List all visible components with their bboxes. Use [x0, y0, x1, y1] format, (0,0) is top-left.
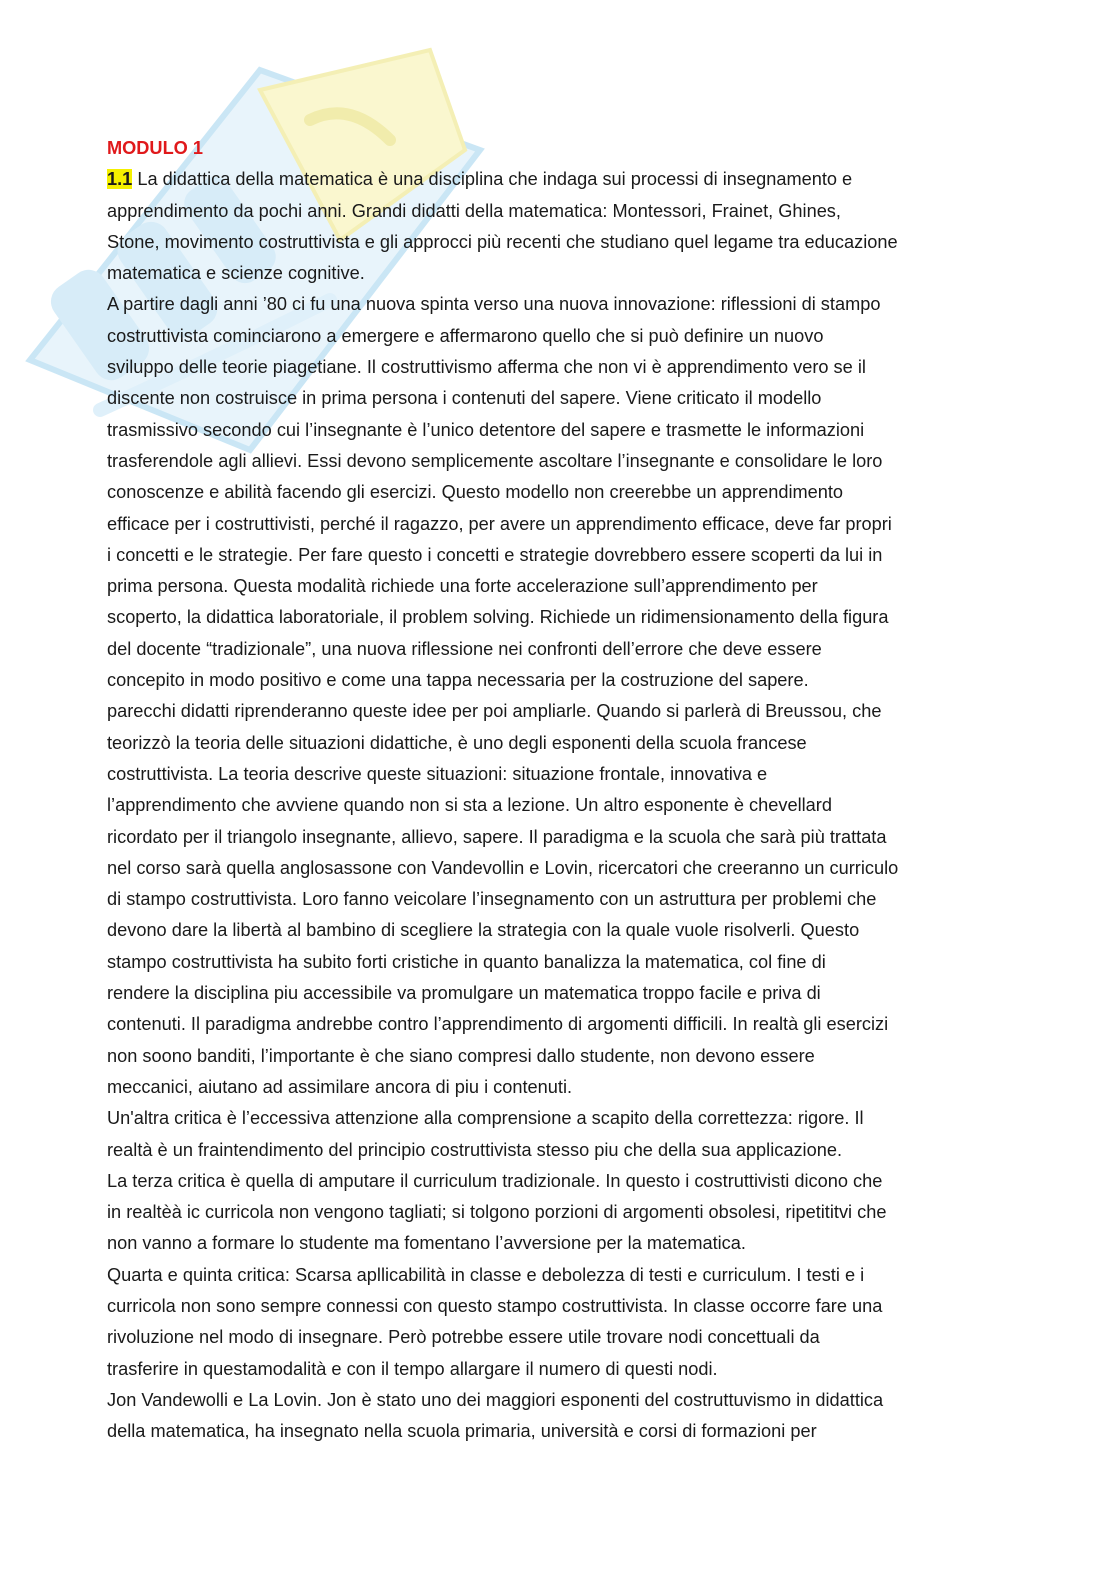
text-line: trasferendole agli allievi. Essi devono semplicemente ascoltare l’insegnante e consolidare le loro: [107, 450, 883, 471]
text-line: non soono banditi, l’importante è che siano compresi dallo studente, non devono essere: [107, 1045, 815, 1066]
text-line: teorizzò la teoria delle situazioni didattiche, è uno degli esponenti della scuola francese: [107, 732, 807, 753]
text-line: devono dare la libertà al bambino di scegliere la strategia con la quale vuole risolverli. Questo: [107, 920, 860, 941]
text-line: di stampo costruttivista. Loro fanno veicolare l’insegnamento con un astruttura per problemi che: [107, 889, 877, 910]
text-line: sviluppo delle teorie piagetiane. Il costruttivismo afferma che non vi è apprendimento vero se il: [107, 357, 866, 378]
text-line: La terza critica è quella di amputare il curriculum tradizionale. In questo i costruttivisti dicono che: [107, 1170, 883, 1191]
text-line: rivoluzione nel modo di insegnare. Però potrebbe essere utile trovare nodi concettuali da: [107, 1327, 820, 1348]
text-line: [107, 164, 1017, 195]
text-line: trasferire in questamodalità e con il tempo allargare il numero di questi nodi.: [107, 1358, 718, 1379]
text-line: matematica e scienze cognitive.: [107, 263, 365, 284]
text-line: apprendimento da pochi anni. Grandi didatti della matematica: Montessori, Frainet, Ghines,: [107, 200, 841, 221]
text-line: parecchi didatti riprenderanno queste idee per poi ampliarle. Quando si parlerà di Breussou, che: [107, 701, 882, 722]
text-line: Un'altra critica è l’eccessiva attenzione alla comprensione a scapito della correttezza: rigore. Il: [107, 1108, 864, 1129]
text-line: scoperto, la didattica laboratoriale, il problem solving. Richiede un ridimensionamento della figura: [107, 607, 889, 628]
text-line: contenuti. Il paradigma andrebbe contro l’apprendimento di argomenti difficili. In realtà gli esercizi: [107, 1014, 889, 1035]
section-number-highlight: 1.1: [107, 169, 133, 190]
text-line: costruttivista. La teoria descrive queste situazioni: situazione frontale, innovativa e: [107, 763, 768, 784]
text-line: conoscenze e abilità facendo gli esercizi. Questo modello non creerebbe un apprendimento: [107, 482, 844, 503]
text-line: A partire dagli anni ’80 ci fu una nuova spinta verso una nuova innovazione: riflessioni di stampo: [107, 294, 881, 315]
text-line: rendere la disciplina piu accessibile va promulgare un matematica troppo facile e priva di: [107, 983, 821, 1004]
text-line: meccanici, aiutano ad assimilare ancora di piu i contenuti.: [107, 1076, 573, 1097]
text-line: trasmissivo secondo cui l’insegnante è l’unico detentore del sapere e trasmette le informazioni: [107, 419, 865, 440]
document-body: [107, 133, 1017, 1447]
text-line: Quarta e quinta critica: Scarsa apllicabilità in classe e debolezza di testi e curriculum. I testi e i: [107, 1264, 865, 1285]
text-line: concepito in modo positivo e come una tappa necessaria per la costruzione del sapere.: [107, 670, 809, 691]
text-line: i concetti e le strategie. Per fare questo i concetti e strategie dovrebbero essere scoperti da lui in: [107, 544, 883, 565]
text-line: efficace per i costruttivisti, perché il ragazzo, per avere un apprendimento efficace, deve far propri: [107, 513, 892, 534]
text-line: Stone, movimento costruttivista e gli approcci più recenti che studiano quel legame tra educazione: [107, 231, 898, 252]
text-line: realtà è un fraintendimento del principio costruttivista stesso piu che della sua applicazione.: [107, 1139, 842, 1160]
text-line: l’apprendimento che avviene quando non si sta a lezione. Un altro esponente è chevellard: [107, 795, 832, 816]
text-line: non vanno a formare lo studente ma fomentano l’avversione per la matematica.: [107, 1233, 746, 1254]
text-line: nel corso sarà quella anglosassone con Vandevollin e Lovin, ricercatori che creeranno un curriculo: [107, 857, 899, 878]
text-line: costruttivista cominciarono a emergere e affermarono quello che si può definire un nuovo: [107, 325, 824, 346]
text-line: del docente “tradizionale”, una nuova riflessione nei confronti dell’errore che deve essere: [107, 638, 822, 659]
module-heading: MODULO 1: [107, 138, 203, 158]
text-line: discente non costruisce in prima persona i contenuti del sapere. Viene criticato il modello: [107, 388, 822, 409]
text-line: Jon Vandewolli e La Lovin. Jon è stato uno dei maggiori esponenti del costruttuvismo in didattica: [107, 1389, 884, 1410]
text-line: prima persona. Questa modalità richiede una forte accelerazione sull’apprendimento per: [107, 576, 818, 597]
text-line: in realtèà ic curricola non vengono tagliati; si tolgono porzioni di argomenti obsolesi, ripetititvi che: [107, 1202, 887, 1223]
text-line: della matematica, ha insegnato nella scuola primaria, università e corsi di formazioni per: [107, 1421, 817, 1442]
text-line: ricordato per il triangolo insegnante, allievo, sapere. Il paradigma e la scuola che sarà più trattata: [107, 826, 887, 847]
text-line: curricola non sono sempre connessi con questo stampo costruttivista. In classe occorre fare una: [107, 1295, 883, 1316]
paragraph-text: [107, 164, 1017, 1447]
text-line-content: La didattica della matematica è una disciplina che indaga sui processi di insegnamento e: [137, 169, 853, 190]
text-line: stampo costruttivista ha subito forti cristiche in quanto banalizza la matematica, col fine di: [107, 951, 826, 972]
